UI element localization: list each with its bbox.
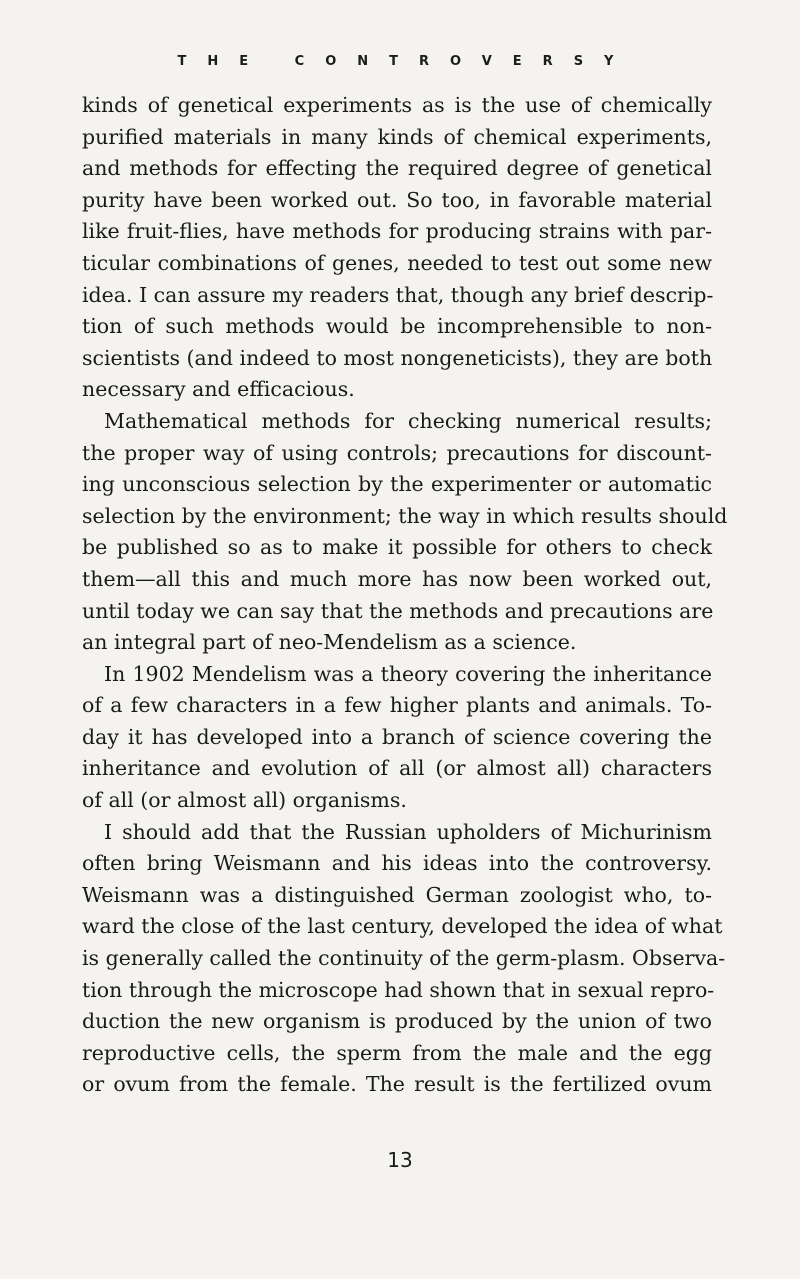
text-line: tion through the microscope had shown that in sexual repro- xyxy=(82,977,715,1002)
text-line: an integral part of neo-Mendelism as a science. xyxy=(82,630,577,655)
text-line: and methods for effecting the required degree of genetical xyxy=(82,156,712,181)
text-line: selection by the environment; the way in which results should xyxy=(82,503,728,528)
text-line: be published so as to make it possible for others to check xyxy=(82,535,712,560)
text-line: duction the new organism is produced by the union of two xyxy=(82,1009,712,1034)
text-line: ticular combinations of genes, needed to test out some new xyxy=(82,250,712,275)
text-line: Mathematical methods for checking numerical results; xyxy=(104,408,712,433)
text-line: of a few characters in a few higher plants and animals. To- xyxy=(82,693,712,718)
page-number: 13 xyxy=(387,1148,413,1172)
text-line: is generally called the continuity of the germ-plasm. Observa- xyxy=(82,946,726,971)
text-line: idea. I can assure my readers that, though any brief descrip- xyxy=(82,282,714,307)
running-head: THE CONTROVERSY xyxy=(177,54,635,69)
text-line: the proper way of using controls; precautions for discount- xyxy=(82,440,712,465)
text-line: of all (or almost all) organisms. xyxy=(82,788,407,813)
text-line: In 1902 Mendelism was a theory covering the inheritance xyxy=(104,661,712,686)
text-line: kinds of genetical experiments as is the use of chemically xyxy=(82,93,712,117)
text-line: necessary and efficacious. xyxy=(82,377,355,402)
text-line: day it has developed into a branch of science covering the xyxy=(82,724,712,749)
text-line: tion of such methods would be incomprehensible to non- xyxy=(82,314,712,339)
text-line: scientists (and indeed to most nongeneticists), they are both xyxy=(82,345,713,370)
text-line: until today we can say that the methods and precautions are xyxy=(82,598,714,623)
body-text xyxy=(82,90,728,1101)
text-line: or ovum from the female. The result is the fertilized ovum xyxy=(82,1072,712,1097)
text-line: purified materials in many kinds of chemical experiments, xyxy=(82,124,712,149)
text-line: ward the close of the last century, developed the idea of what xyxy=(82,914,723,939)
text-line: ing unconscious selection by the experimenter or automatic xyxy=(82,472,712,497)
text-line: like fruit-flies, have methods for producing strains with par- xyxy=(82,219,712,244)
text-line: purity have been worked out. So too, in favorable material xyxy=(82,187,712,212)
text-line: Weismann was a distinguished German zoologist who, to- xyxy=(82,882,712,907)
text-line: inheritance and evolution of all (or almost all) characters xyxy=(82,756,712,781)
text-line: I should add that the Russian upholders of Michurinism xyxy=(104,819,712,844)
text-line: reproductive cells, the sperm from the male and the egg xyxy=(82,1040,712,1065)
text-line: often bring Weismann and his ideas into the controversy. xyxy=(82,851,712,876)
text-line: them—all this and much more has now been worked out, xyxy=(82,566,712,591)
